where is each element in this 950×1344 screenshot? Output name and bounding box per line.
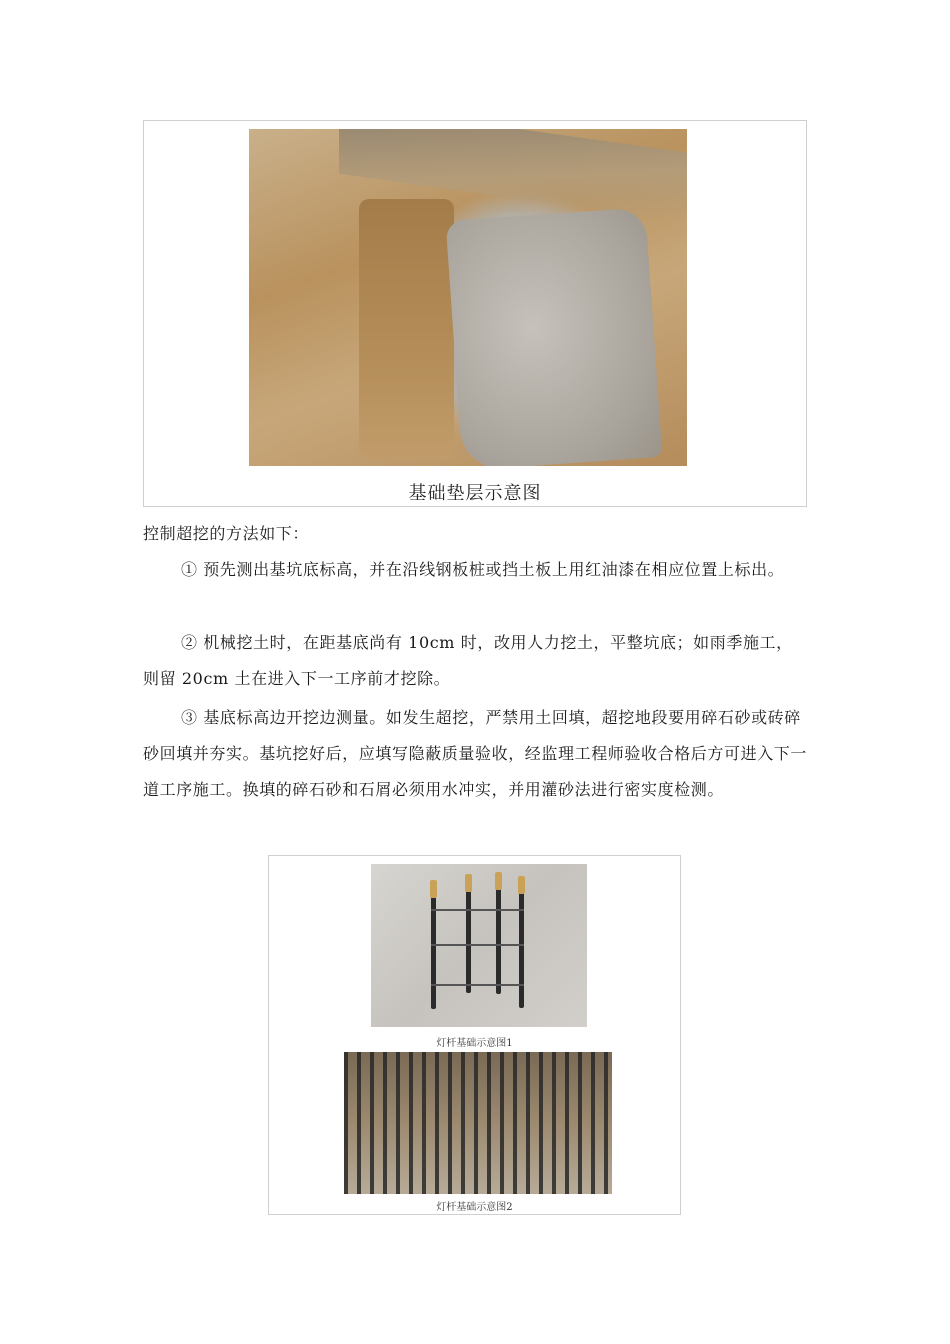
rebar-tie [431,944,524,946]
foundation-pit-photo [249,129,687,466]
list-item-3: ③ 基底标高边开挖边测量。如发生超挖，严禁用土回填，超挖地段要用碎石砂或砖碎砂回填并夯实。基坑挖好后，应填写隐蔽质量验收，经监理工程师验收合格后方可进入下一道工序施工。换填的碎石砂和石屑必须用水冲实，并用灌砂法进行密实度检测。 [143,708,808,799]
rebar-tip [518,876,525,894]
rebar-tie [431,984,524,986]
rebar-rod [496,886,501,994]
figure-lamp-pole-foundation [268,855,681,1215]
figure-foundation-cushion [143,120,807,507]
rebar-tip [465,874,472,892]
figure1-caption: 基础垫层示意图 [408,483,542,504]
list-item-1: ① 预先测出基坑底标高，并在沿线钢板桩或挡土板上用红油漆在相应位置上标出。 [181,560,785,579]
rebar-tip [495,872,502,890]
intro-paragraph: 控制超挖的方法如下： [143,524,310,543]
rebar-cage-photo-2 [344,1052,612,1194]
figure2-caption-2: 灯杆基础示意图2 [436,1202,513,1213]
rebar-tip [430,880,437,898]
rebar-rod [519,890,524,1008]
rebar-rod [431,894,436,1009]
rebar-rod [466,888,471,993]
photo-concrete-cushion [446,207,663,466]
figure2-caption-1: 灯杆基础示意图1 [436,1038,513,1049]
list-item-2: ② 机械挖土时，在距基底尚有 10cm 时，改用人力挖土，平整坑底；如雨季施工，则留 20cm 土在进入下一工序前才挖除。 [143,633,793,688]
rebar-tie [431,909,524,911]
rebar-cage-photo-1 [371,864,587,1027]
photo-soil-wall [359,199,454,459]
